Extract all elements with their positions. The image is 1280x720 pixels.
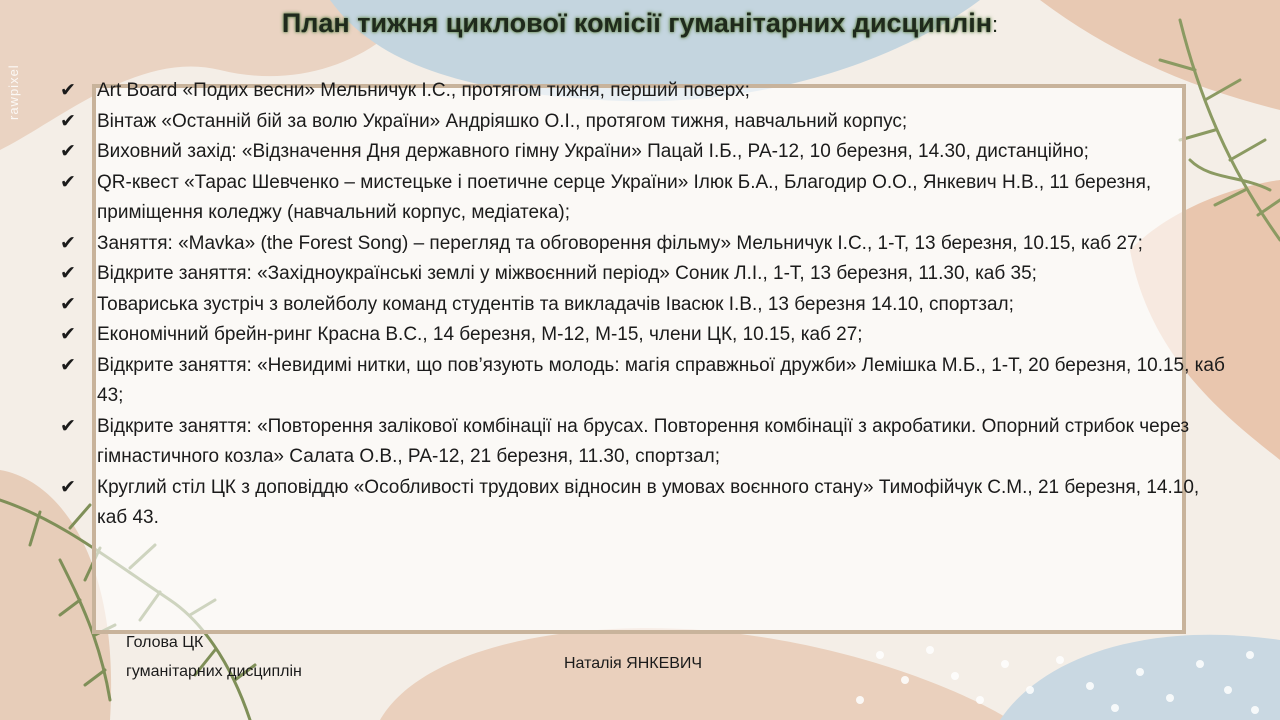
list-item <box>60 290 1230 321</box>
list-item <box>60 259 1230 290</box>
checkmark-icon: ✔ <box>60 324 76 345</box>
list-item-text: Товариська зустріч з волейболу команд студентів та викладачів Івасюк І.В., 13 березня 14.10, спортзал; <box>97 293 1014 315</box>
list-item <box>60 229 1230 260</box>
list-item-text: Відкрите заняття: «Невидимі нитки, що пов’язують молодь: магія справжньої дружби» Лемішка М.Б., 1-Т, 20 березня, 10.15, каб 43; <box>97 354 1225 406</box>
signature-line-1: Голова ЦК <box>126 634 204 651</box>
list-item <box>60 351 1230 412</box>
list-item-text: QR-квест «Тарас Шевченко – мистецьке і поетичне серце України» Ілюк Б.А., Благодир О.О., Янкевич Н.В., 11 березня, приміщення коледжу (навчальний корпус, медіатека); <box>97 171 1152 223</box>
list-item <box>60 168 1230 229</box>
list-item-text: Art Board «Подих весни» Мельничук І.С., протягом тижня, перший поверх; <box>97 80 750 101</box>
list-item <box>60 76 1230 107</box>
checkmark-icon: ✔ <box>60 293 76 315</box>
checkmark-icon: ✔ <box>60 354 76 376</box>
checkmark-icon: ✔ <box>60 171 76 193</box>
checkmark-icon: ✔ <box>60 476 76 498</box>
watermark-text: rawpixel <box>6 64 21 120</box>
list-item-text: Відкрите заняття: «Повторення залікової комбінації на брусах. Повторення комбінації з акробатики. Опорний стрибок через гімнастичного козла» Салата О.В., РА-12, 21 березня, 11.30, спортзал; <box>97 415 1190 467</box>
signature-name: Наталія ЯНКЕВИЧ <box>564 655 703 672</box>
list-item-text: Економічний брейн-ринг Красна В.С., 14 березня, М-12, М-15, члени ЦК, 10.15, каб 27; <box>97 324 863 345</box>
plan-list <box>60 76 1230 534</box>
signature-line-2: гуманітарних дисциплін <box>126 663 302 680</box>
title-text: План тижня циклової комісії гуманітарних дисциплін <box>281 8 993 38</box>
list-item-text: Виховний захід: «Відзначення Дня державного гімну України» Пацай І.Б., РА-12, 10 березня, 14.30, дистанційно; <box>97 141 1089 162</box>
list-item-text: Заняття: «Mavka» (the Forest Song) – перегляд та обговорення фільму» Мельничук І.С., 1-Т, 13 березня, 10.15, каб 27; <box>97 232 1143 254</box>
checkmark-icon: ✔ <box>60 141 76 162</box>
list-item <box>60 473 1230 534</box>
checkmark-icon: ✔ <box>60 263 76 284</box>
list-item <box>60 137 1230 168</box>
signature-position <box>126 628 302 686</box>
checkmark-icon: ✔ <box>60 415 76 437</box>
title-colon: : <box>992 12 999 37</box>
checkmark-icon: ✔ <box>60 232 76 254</box>
list-item <box>60 412 1230 473</box>
checkmark-icon: ✔ <box>60 80 76 101</box>
list-item-text: Круглий стіл ЦК з доповіддю «Особливості трудових відносин в умовах воєнного стану» Тимофійчук С.М., 21 березня, 14.10, каб 43. <box>97 476 1200 528</box>
page-title <box>0 8 1280 39</box>
list-item <box>60 107 1230 138</box>
checkmark-icon: ✔ <box>60 110 76 132</box>
list-item-text: Відкрите заняття: «Західноукраїнські землі у міжвоєнний період» Соник Л.І., 1-Т, 13 березня, 11.30, каб 35; <box>97 263 1037 284</box>
list-item <box>60 320 1230 351</box>
list-item-text: Вінтаж «Останній бій за волю України» Андріяшко О.І., протягом тижня, навчальний корпус; <box>97 110 908 132</box>
